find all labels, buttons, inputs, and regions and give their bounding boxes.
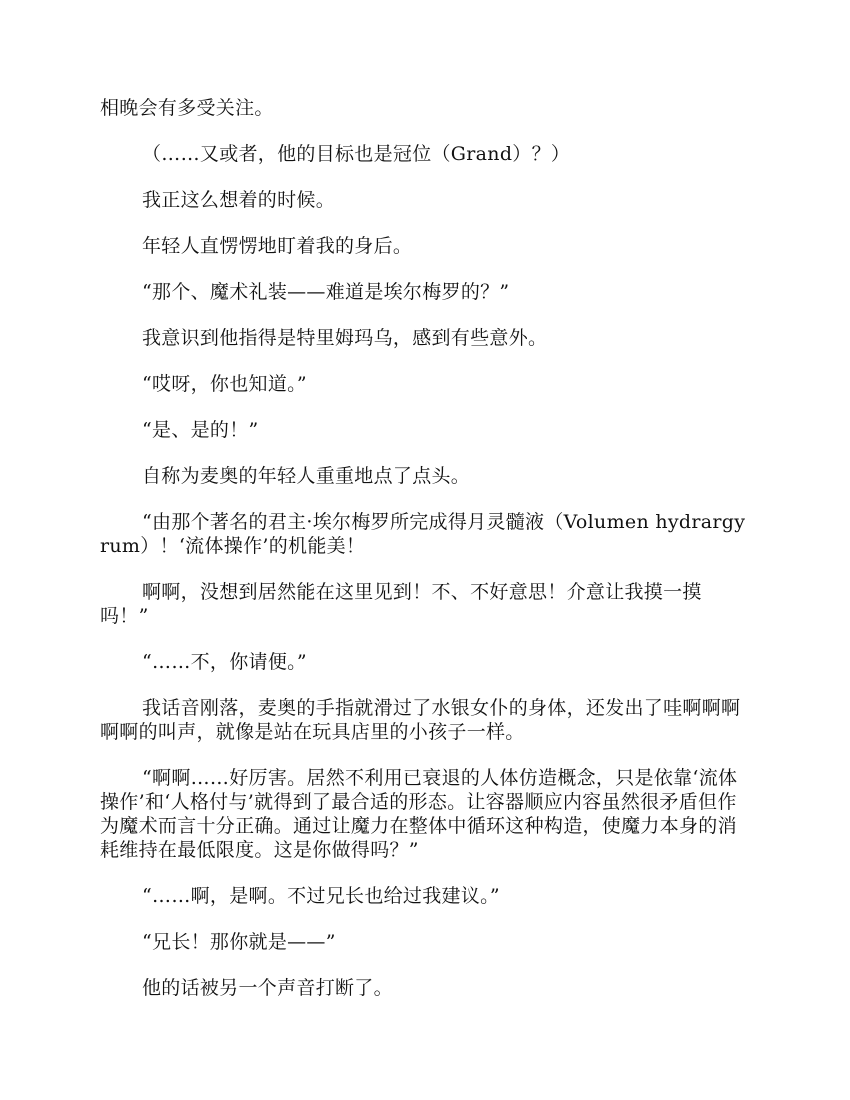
paragraph: 他的话被另一个声音打断了。 xyxy=(142,977,393,999)
paragraph: “由那个著名的君主·埃尔梅罗所完成得月灵髓液（Volumen hydrargyrum）！‘流体操作’的机能美！ xyxy=(100,511,746,557)
paragraph: “兄长！那你就是——” xyxy=(142,931,336,953)
paragraph: 自称为麦奥的年轻人重重地点了点头。 xyxy=(142,465,471,487)
paragraph: 相晚会有多受关注。 xyxy=(100,97,274,119)
paragraph: “……啊，是啊。不过兄长也给过我建议。” xyxy=(142,885,500,907)
paragraph: “啊啊……好厉害。居然不利用已衰退的人体仿造概念，只是依靠‘流体操作’和‘人格付与’就得到了最合适的形态。让容器顺应内容虽然很矛盾但作为魔术而言十分正确。通过让魔力在整体中循环这种构造，使魔力本身的消耗维持在最低限度。这是你做得吗？” xyxy=(100,767,738,861)
paragraph: 我意识到他指得是特里姆玛乌，感到有些意外。 xyxy=(142,327,548,349)
paragraph: 年轻人直愣愣地盯着我的身后。 xyxy=(142,235,413,257)
paragraph: 我话音刚落，麦奥的手指就滑过了水银女仆的身体，还发出了哇啊啊啊啊啊的叫声，就像是站在玩具店里的小孩子一样。 xyxy=(100,697,741,743)
paragraph: 啊啊，没想到居然能在这里见到！不、不好意思！介意让我摸一摸吗！” xyxy=(100,581,702,627)
page-body xyxy=(100,96,750,1022)
paragraph: “……不，你请便。” xyxy=(142,651,307,673)
paragraph: “哎呀，你也知道。” xyxy=(142,373,307,395)
paragraph: （……又或者，他的目标也是冠位（Grand）？） xyxy=(142,143,571,165)
paragraph: “那个、魔术礼装——难道是埃尔梅罗的？” xyxy=(142,281,510,303)
paragraph: 我正这么想着的时候。 xyxy=(142,189,336,211)
paragraph: “是、是的！” xyxy=(142,419,259,441)
